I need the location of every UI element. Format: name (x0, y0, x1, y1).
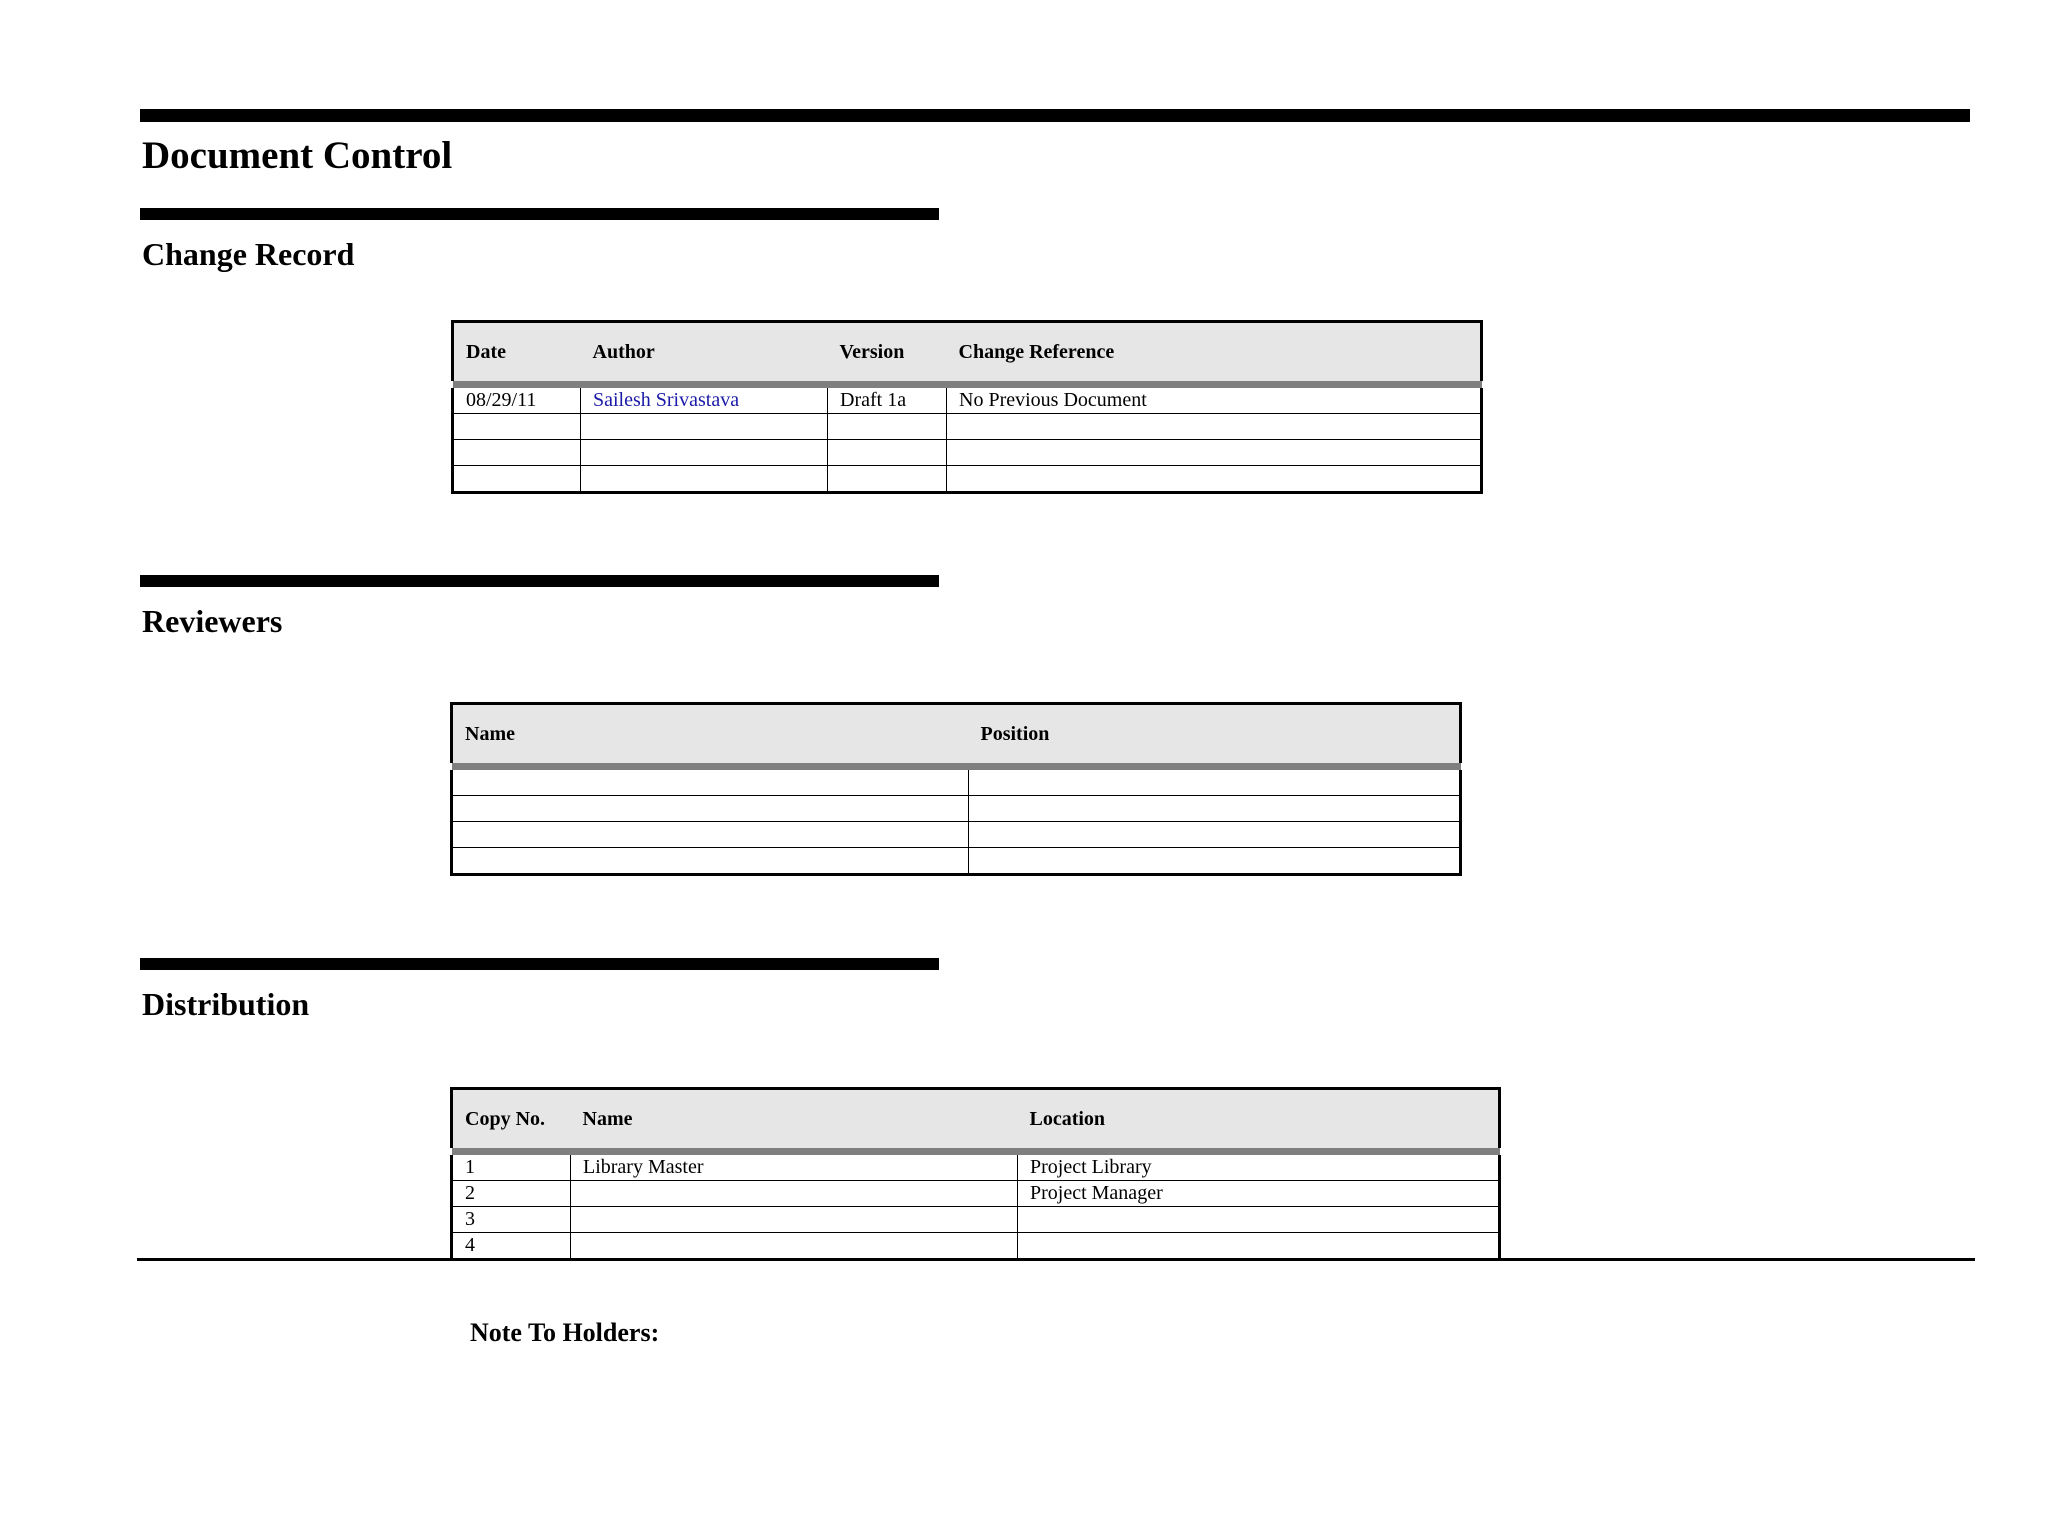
column-header: Name (452, 704, 969, 764)
note-to-holders: Note To Holders: (470, 1318, 660, 1347)
table-cell (452, 770, 969, 796)
distribution-table (450, 1087, 1501, 1261)
change-record-heading: Change Record (142, 236, 355, 272)
header-separator (453, 381, 1482, 388)
table-cell (969, 848, 1461, 875)
change-record-table (451, 320, 1483, 494)
reviewers-rule (140, 575, 939, 587)
table-cell: Library Master (571, 1155, 1018, 1181)
table-row (452, 822, 1461, 848)
reviewers-header-row (452, 704, 1461, 764)
table-row (452, 1181, 1500, 1207)
table-cell (581, 440, 828, 466)
table-cell: 2 (452, 1181, 571, 1207)
table-cell (969, 770, 1461, 796)
header-separator (452, 1148, 1500, 1155)
table-row (452, 1207, 1500, 1233)
page-title: Document Control (142, 134, 453, 177)
column-header: Date (453, 322, 581, 382)
column-header: Version (828, 322, 947, 382)
table-cell (828, 466, 947, 493)
table-cell (828, 414, 947, 440)
table-cell (969, 822, 1461, 848)
column-header: Name (571, 1089, 1018, 1149)
table-cell (1018, 1207, 1500, 1233)
table-cell: No Previous Document (947, 388, 1482, 414)
column-header: Copy No. (452, 1089, 571, 1149)
table-cell (581, 414, 828, 440)
column-header: Location (1018, 1089, 1500, 1149)
distribution-heading: Distribution (142, 986, 310, 1022)
table-cell: Project Library (1018, 1155, 1500, 1181)
table-cell (828, 440, 947, 466)
table-row (453, 414, 1482, 440)
table-cell (571, 1181, 1018, 1207)
table-cell (581, 466, 828, 493)
table-row (453, 466, 1482, 493)
table-row (452, 1233, 1500, 1260)
distribution-header-row (452, 1089, 1500, 1149)
table-cell (452, 822, 969, 848)
table-cell (571, 1207, 1018, 1233)
table-cell: Draft 1a (828, 388, 947, 414)
header-separator (452, 763, 1461, 770)
reviewers-heading: Reviewers (142, 603, 283, 639)
table-cell (452, 796, 969, 822)
table-cell (453, 414, 581, 440)
column-header: Change Reference (947, 322, 1482, 382)
table-cell: 3 (452, 1207, 571, 1233)
table-cell (453, 466, 581, 493)
column-header: Position (969, 704, 1461, 764)
table-cell (452, 848, 969, 875)
column-header: Author (581, 322, 828, 382)
table-row (452, 770, 1461, 796)
table-row (453, 440, 1482, 466)
table-cell: 1 (452, 1155, 571, 1181)
table-row (452, 848, 1461, 875)
author-link[interactable]: Sailesh Srivastava (581, 388, 828, 414)
table-cell (1018, 1233, 1500, 1260)
change-record-header-row (453, 322, 1482, 382)
table-cell (571, 1233, 1018, 1260)
table-cell (947, 466, 1482, 493)
table-cell (969, 796, 1461, 822)
reviewers-table (450, 702, 1462, 876)
table-row (452, 1155, 1500, 1181)
table-cell (947, 414, 1482, 440)
table-cell (947, 440, 1482, 466)
table-cell: 4 (452, 1233, 571, 1260)
table-cell (453, 440, 581, 466)
table-row (452, 796, 1461, 822)
table-row (453, 388, 1482, 414)
distribution-rule (140, 958, 939, 970)
change-record-rule (140, 208, 939, 220)
table-cell: Project Manager (1018, 1181, 1500, 1207)
title-rule (140, 109, 1970, 122)
table-cell: 08/29/11 (453, 388, 581, 414)
page-divider (137, 1258, 1975, 1261)
